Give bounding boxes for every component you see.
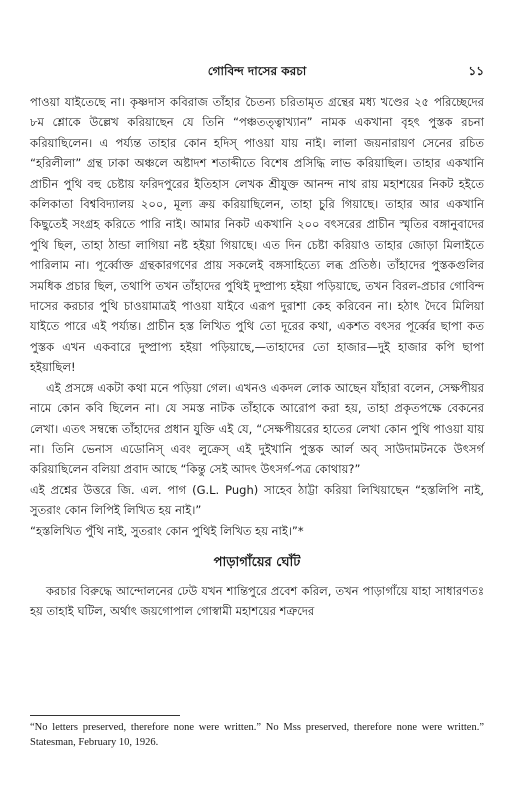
paragraph: এই প্রশ্নের উত্তরে জি. এল. পাগ (G.L. Pugh) সাহেব ঠাট্টা করিয়া লিখিয়াছেন “হস্তলিপি নাই, সুতরাং কোন লিপিই লিখিত হয় নাই।” — [30, 482, 484, 518]
quoted-line: “হস্তলিখিত পুঁথি নাই, সুতরাং কোন পুথিই লিখিত হয় নাই।”* — [30, 523, 304, 538]
running-title: গোবিন্দ দাসের করচা — [207, 64, 307, 78]
footnote: “No letters preserved, therefore none were written.” No Mss preserved, therefore none were written.” Statesman, February 10, 1926. — [30, 722, 484, 748]
page-header — [30, 60, 484, 82]
paragraph: করচার বিরুদ্ধে আন্দোলনের ঢেউ যখন শান্তিপুরে প্রবেশ করিল, তখন পাড়াগাঁয়ে যাহা সাধারণতঃ হয় তাহাই ঘটিল, অর্থাৎ জয়গোপাল গোস্বামী মহাশয়ের শত্রুদের — [30, 583, 484, 619]
paragraph: এই প্রসঙ্গে একটা কথা মনে পড়িয়া গেল। এখনও একদল লোক আছেন যাঁহারা বলেন, সেক্ষপীয়র নামে কোন কবি ছিলেন না। যে সমস্ত নাটক তাঁহাকে আরোপ করা হয়, তাহা প্রকৃতপক্ষে বেকনের লেখা। এতৎ সম্বন্ধে তাঁহাদের প্রধান যুক্তি এই যে, “সেক্ষপীয়রের হাতের লেখা কোন পুথি পাওয়া যায় না। তিনি ভেনাস এডোনিস্ এবং লুক্রেস্ এই দুইখানি পুস্তক আর্ল অব্ সাউদামটনকে উৎসর্গ করিয়াছিলেন বলিয়া প্রবাদ আছে “কিন্তু সেই আদৎ উৎসর্গ-পত্র কোথায়?” — [30, 380, 484, 477]
page-body — [30, 92, 484, 622]
page-number: ১১ — [468, 64, 484, 78]
paragraph: পাওয়া যাইতেছে না। কৃষ্ণদাস কবিরাজ তাঁহার চৈতন্য চরিতামৃত গ্রন্থের মধ্য খণ্ডের ২৫ পরিচ্ছেদের ৮ম শ্লোকে উল্লেখ করিয়াছেন যে তিনি “পঞ্চতত্ত্বাখ্যান” নামক একখানা বৃহৎ পুস্তক রচনা করিয়াছিলেন। এ পর্য্যন্ত তাহার কোন হদিস্ পাওয়া যায় নাই। লালা জয়নারায়ণ সেনের রচিত “হরিলীলা” গ্রন্থ ঢাকা অঞ্চলে অষ্টাদশ শতাব্দীতে বিশেষ প্রসিদ্ধি লাভ করিয়াছিল। তাহার একখানি প্রাচীন পুথি বহু চেষ্টায় ফরিদপুরের ইতিহাস লেখক শ্রীযুক্ত আনন্দ নাথ রায় মহাশয়ের নিকট হইতে কলিকাতা বিশ্ববিদ্যালয় ২০০, মূল্য ক্রয় করিয়াছিলেন, তাহা চুরি গিয়াছে। তাহার আর একখানি কিছুতেই সংগ্রহ করিতে পারি নাই। আমার নিকট একখানি ২০০ বৎসরের প্রাচীন স্মৃতির বঙ্গানুবাদের পুথি ছিল, তাহা ঠান্ডা লাগিয়া নষ্ট হইয়া গিয়াছে। এত দিন চেষ্টা করিয়াও তাহার জোড়া মিলাইতে পারিলাম না। পূর্ব্বোক্ত গ্রন্থকারগণের প্রায় সকলেই বঙ্গসাহিত্যে লব্ধ প্রতিষ্ঠ। তাঁহাদের পুস্তকগুলির সমধিক প্রচার ছিল, তথাপি তখন তাঁহাদের পুথিই দুষ্প্রাপ্য হইয়া পড়িয়াছে, তখন বিরল-প্রচার গোবিন্দ দাসের করচার পুথি চাওয়ামাত্রই পাওয়া যাইবে এরূপ দুরাশা কেহ করিবেন না। হঠাৎ দৈবে মিলিয়া যাইতে পারে এই পর্য্যন্ত। প্রাচীন হস্ত লিখিত পুথি তো দূরের কথা, একশত বৎসর পূর্ব্বের ছাপা কত পুস্তক এখন একবারে দুষ্প্রাপ্য হইয়া পড়িয়াছে,—তাহাদের তো হাজার—দুই হাজার কপি ছাপা হইয়াছিল! — [30, 95, 484, 375]
footnote-divider — [30, 715, 180, 716]
section-heading: পাড়াগাঁয়ের ঘোঁট — [213, 554, 301, 570]
